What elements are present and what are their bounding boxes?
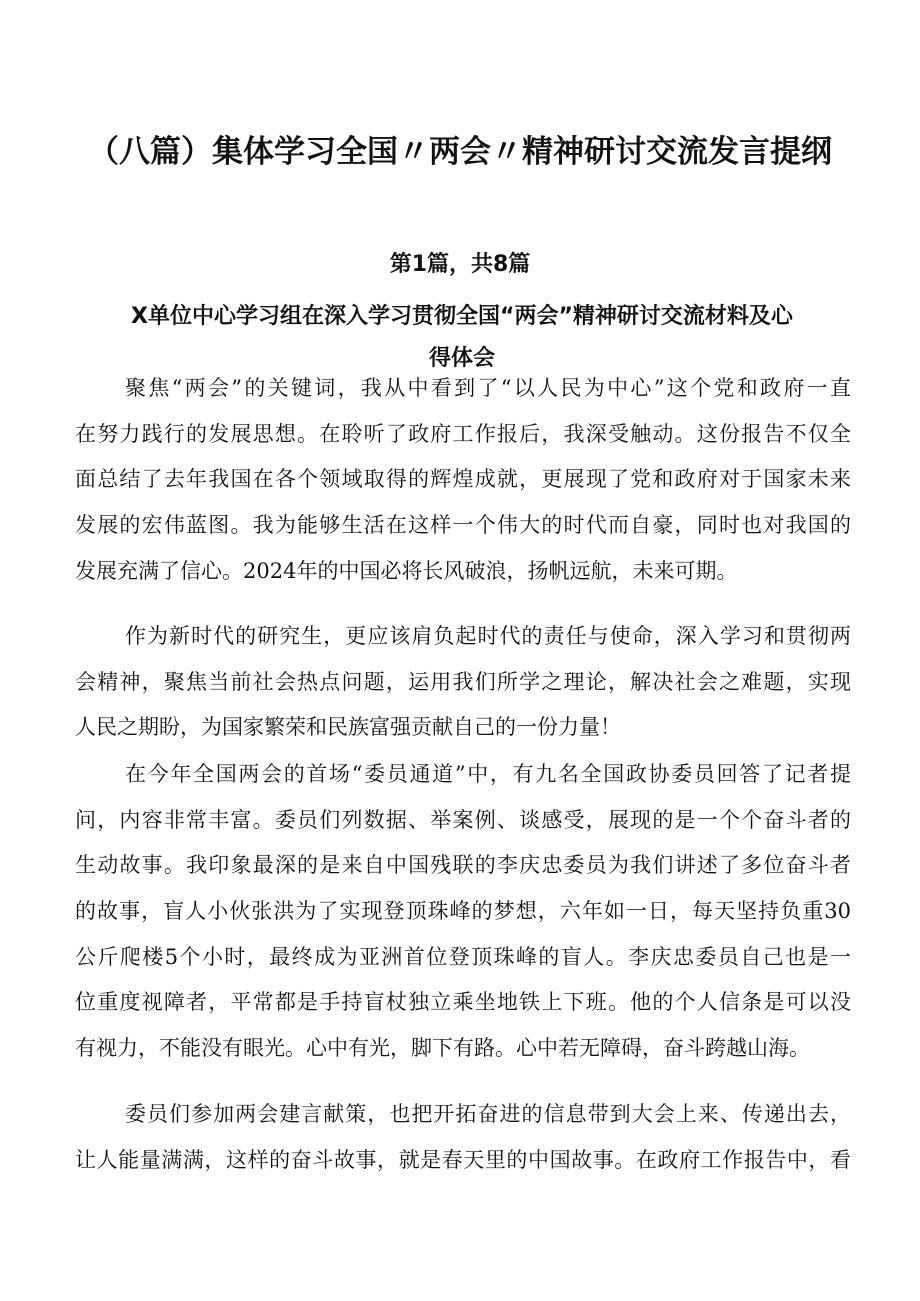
document-title: （八篇）集体学习全国〃两会〃精神研讨交流发言提纲 [88, 134, 832, 170]
paragraph-line: 位重度视障者，平常都是手持盲杖独立乘坐地铁上下班。他的个人信条是可以没 [75, 990, 851, 1015]
paragraph-line: 生动故事。我印象最深的是来自中国残联的李庆忠委员为我们讲述了多位奋斗者 [75, 853, 851, 878]
paragraph-line: 让人能量满满，这样的奋斗故事，就是春天里的中国故事。在政府工作报告中，看 [75, 1147, 851, 1172]
paragraph-line: 问，内容非常丰富。委员们列数据、举案例、谈感受，展现的是一个个奋斗者的 [75, 807, 851, 832]
paragraph-2 [0, 614, 920, 751]
paragraph-3 [0, 752, 920, 1072]
paragraph-line: 发展充满了信心。2024年的中国必将长风破浪，扬帆远航，未来可期。 [75, 558, 738, 583]
paragraph-1 [0, 366, 920, 594]
paragraph-line: 公斤爬楼5个小时，最终成为亚洲首位登顶珠峰的盲人。李庆忠委员自己也是一 [75, 944, 851, 969]
paragraph-line: 会精神，聚焦当前社会热点问题，运用我们所学之理论，解决社会之难题，实现 [75, 669, 851, 694]
paragraph-line: 有视力，不能没有眼光。心中有光，脚下有路。心中若无障碍，奋斗跨越山海。 [75, 1036, 810, 1061]
article-title-line: 得体会 [428, 346, 495, 371]
part-label: 第1篇，共8篇 [389, 252, 531, 277]
paragraph-4 [0, 1092, 920, 1183]
paragraph-line: 委员们参加两会建言献策，也把开拓奋进的信息带到大会上来、传递出去， [125, 1102, 851, 1126]
article-title-line: X单位中心学习组在深入学习贯彻全国“两会”精神研讨交流材料及心 [131, 304, 793, 329]
paragraph-line: 作为新时代的研究生，更应该肩负起时代的责任与使命，深入学习和贯彻两 [125, 624, 851, 648]
paragraph-line: 发展的宏伟蓝图。我为能够生活在这样一个伟大的时代而自豪，同时也对我国的 [75, 513, 851, 538]
paragraph-line: 聚焦“两会”的关键词，我从中看到了“以人民为中心”这个党和政府一直 [125, 376, 851, 400]
paragraph-line: 在努力践行的发展思想。在聆听了政府工作报后，我深受触动。这份报告不仅全 [75, 421, 851, 446]
paragraph-line: 面总结了去年我国在各个领域取得的辉煌成就，更展现了党和政府对于国家未来 [75, 467, 851, 492]
paragraph-line: 在今年全国两会的首场“委员通道”中，有九名全国政协委员回答了记者提 [125, 762, 851, 786]
paragraph-line: 的故事，盲人小伙张洪为了实现登顶珠峰的梦想，六年如一日，每天坚持负重30 [75, 899, 851, 924]
paragraph-line: 人民之期盼，为国家繁荣和民族富强贡献自己的一份力量！ [75, 715, 621, 740]
